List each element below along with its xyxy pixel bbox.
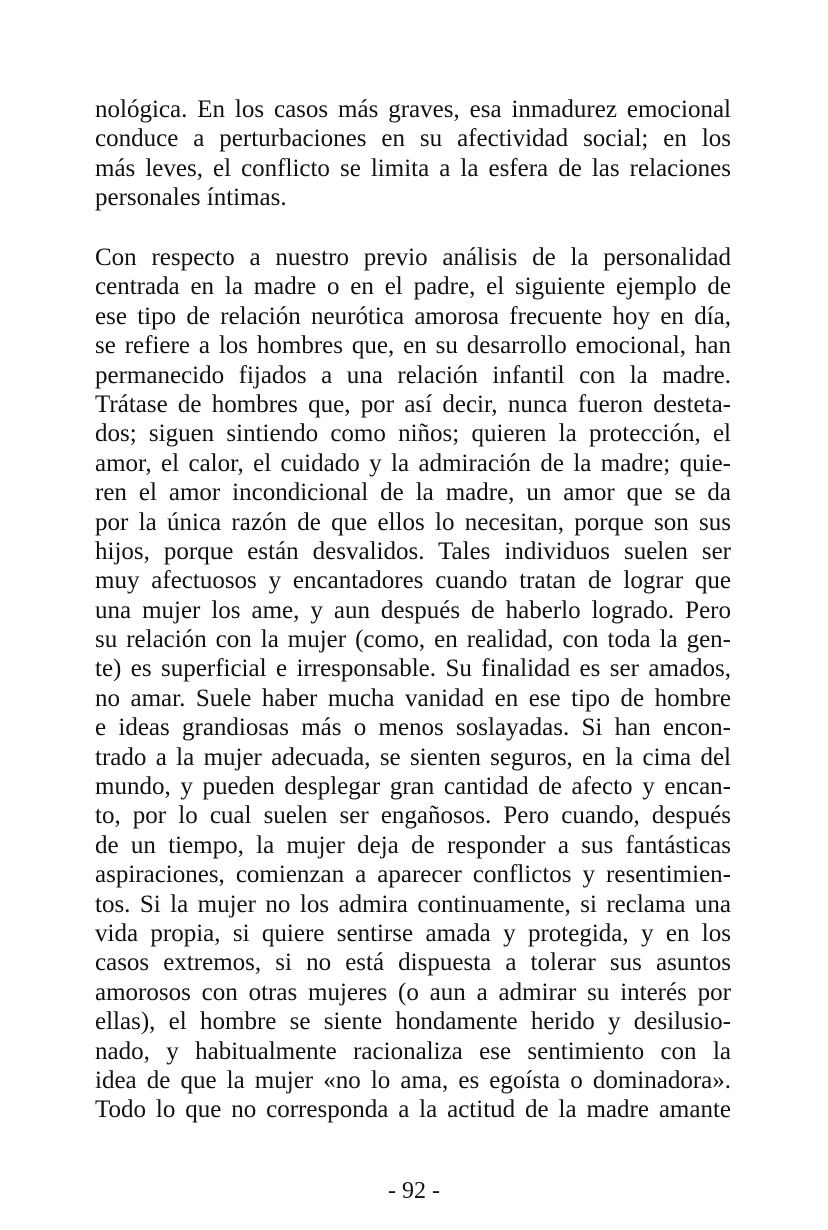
paragraph-line: personales íntimas. — [95, 184, 287, 212]
paragraph-line: centrada en la madre o en el padre, el siguiente ejemplo de — [95, 273, 731, 301]
paragraph-line: ren el amor incondicional de la madre, un amor que se da — [95, 479, 731, 507]
paragraph-line: su relación con la mujer (como, en realidad, con toda la gen- — [95, 626, 731, 654]
paragraph-line: se refiere a los hombres que, en su desarrollo emocional, han — [95, 332, 731, 360]
paragraph-line: to, por lo cual suelen ser engañosos. Pero cuando, después — [95, 802, 731, 830]
paragraph-line: una mujer los ame, y aun después de haberlo logrado. Pero — [95, 596, 731, 624]
paragraph-line: hijos, porque están desvalidos. Tales individuos suelen ser — [95, 537, 731, 565]
paragraph-line: aspiraciones, comienzan a aparecer conflictos y resentimien- — [95, 861, 731, 889]
paragraph-line: te) es superficial e irresponsable. Su finalidad es ser amados, — [95, 655, 731, 683]
paragraph-line: trado a la mujer adecuada, se sienten seguros, en la cima del — [95, 743, 731, 771]
paragraph-line: muy afectuosos y encantadores cuando tratan de lograr que — [95, 567, 731, 595]
paragraph-line: permanecido fijados a una relación infantil con la madre. — [95, 361, 731, 389]
paragraph-2 — [95, 243, 731, 1125]
paragraph-line: tos. Si la mujer no los admira continuamente, si reclama una — [95, 890, 731, 918]
paragraph-line: vida propia, si quiere sentirse amada y protegida, y en los — [95, 919, 731, 947]
paragraph-line: nológica. En los casos más graves, esa inmadurez emocional — [95, 96, 731, 123]
paragraph-line: nado, y habitualmente racionaliza ese sentimiento con la — [95, 1037, 731, 1065]
paragraph-line: e ideas grandiosas más o menos soslayadas. Si han encon- — [95, 714, 731, 742]
paragraph-line: Todo lo que no corresponda a la actitud de la madre amante — [95, 1096, 731, 1124]
paragraph-line: ese tipo de relación neurótica amorosa frecuente hoy en día, — [95, 302, 731, 330]
paragraph-line: mundo, y pueden desplegar gran cantidad de afecto y encan- — [95, 773, 731, 801]
paragraph-line: Trátase de hombres que, por así decir, nunca fueron desteta- — [95, 390, 731, 418]
paragraph-line: dos; siguen sintiendo como niños; quieren la protección, el — [95, 420, 731, 448]
paragraph-line: de un tiempo, la mujer deja de responder a sus fantásticas — [95, 831, 731, 859]
paragraph-line: conduce a perturbaciones en su afectividad social; en los — [95, 125, 731, 153]
paragraph-line: idea de que la mujer «no lo ama, es egoísta o dominadora». — [95, 1066, 731, 1094]
paragraph-line: Con respecto a nuestro previo análisis de la personalidad — [95, 244, 731, 271]
paragraph-line: amorosos con otras mujeres (o aun a admirar su interés por — [95, 978, 731, 1006]
paragraph-line: casos extremos, si no está dispuesta a tolerar sus asuntos — [95, 949, 731, 977]
page-number: - 92 - — [388, 1178, 440, 1204]
paragraph-line: no amar. Suele haber mucha vanidad en ese tipo de hombre — [95, 684, 731, 712]
paragraph-line: amor, el calor, el cuidado y la admiración de la madre; quie- — [95, 449, 731, 477]
paragraph-line: más leves, el conflicto se limita a la esfera de las relaciones — [95, 154, 731, 182]
paragraph-1 — [95, 95, 731, 213]
paragraph-line: por la única razón de que ellos lo necesitan, porque son sus — [95, 508, 731, 536]
paragraph-line: ellas), el hombre se siente hondamente herido y desilusio- — [95, 1008, 731, 1036]
